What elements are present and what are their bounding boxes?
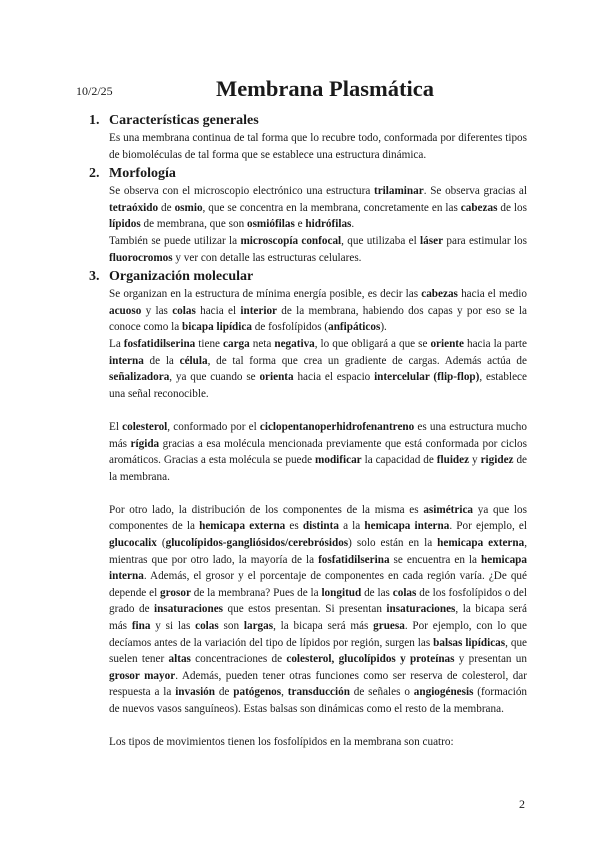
bold-term: anfipáticos xyxy=(328,321,381,334)
bold-term: láser xyxy=(420,234,444,247)
bold-term: fluorocromos xyxy=(109,251,173,264)
paragraph: La fosfatidilserina tiene carga neta negativa, lo que obligará a que se oriente hacia la parte interna de la célula, de tal forma que crea un gradiente de cargas. Además actúa de señalizadora, ya que cuando se orienta hacia el espacio intercelular (flip-flop), establece una señal reconocible. xyxy=(109,337,528,400)
bold-term: colas xyxy=(392,586,417,599)
bold-term: gruesa xyxy=(373,620,405,633)
bold-term: hemicapa interna xyxy=(364,520,450,533)
bold-term: fosfatidilserina xyxy=(123,337,196,350)
bold-term: grosor mayor xyxy=(109,669,176,682)
bold-term: invasión xyxy=(175,686,215,699)
bold-term: altas xyxy=(168,653,191,666)
bold-term: negativa xyxy=(274,337,315,350)
bold-term: insaturaciones xyxy=(154,603,224,616)
bold-term: tetraóxido xyxy=(109,201,159,214)
bold-term: distinta xyxy=(302,520,339,533)
bold-term: célula xyxy=(179,354,208,367)
bold-term: patógenos xyxy=(233,686,282,699)
bold-term: lípidos xyxy=(109,218,141,231)
section-heading xyxy=(90,268,527,285)
paragraph-gap xyxy=(90,485,527,502)
bold-term: fluidez xyxy=(436,454,470,467)
section-heading xyxy=(90,165,527,182)
bold-term: hemicapa interna xyxy=(109,553,527,583)
section-number: 1. xyxy=(89,113,100,128)
bold-term: hemicapa externa xyxy=(199,520,286,533)
document-title: Membrana Plasmática xyxy=(215,76,435,101)
bold-term: grosor xyxy=(160,586,191,599)
bold-term: angiogénesis xyxy=(413,686,474,699)
bold-term: microscopía confocal xyxy=(240,234,342,247)
bold-term: oriente xyxy=(430,337,464,350)
paragraph-gap xyxy=(90,718,527,735)
bold-term: orienta xyxy=(259,371,294,384)
bold-term: asimétrica xyxy=(423,503,474,516)
section-title: Características generales xyxy=(109,113,259,128)
bold-term: glucocalix xyxy=(109,537,157,550)
paragraph-gap xyxy=(90,402,527,419)
bold-term: longitud xyxy=(321,586,362,599)
paragraph: Los tipos de movimientos tienen los fosfolípidos en la membrana son cuatro: xyxy=(109,736,454,749)
bold-term: acuoso xyxy=(109,304,142,317)
bold-term: colas xyxy=(195,620,219,633)
bold-term: cabezas xyxy=(460,201,498,214)
bold-term: insaturaciones xyxy=(386,603,456,616)
bold-term: largas xyxy=(243,620,274,633)
bold-term: cabezas xyxy=(421,288,458,301)
bold-term: interna xyxy=(109,354,144,367)
bold-term: ciclopentanoperhidrofenantreno xyxy=(259,420,415,433)
section-number: 3. xyxy=(89,269,100,285)
bold-term: rígida xyxy=(130,437,160,450)
bold-term: trilaminar xyxy=(373,185,424,198)
bold-term: osmio xyxy=(174,201,203,214)
bold-term: fina xyxy=(131,620,151,633)
section-title: Organización molecular xyxy=(109,269,254,285)
bold-term: hidrófilas xyxy=(305,218,352,231)
bold-term: intercelular (flip-flop) xyxy=(374,371,480,384)
bold-term: balsas lipídicas xyxy=(433,636,506,649)
bold-term: colesterol, glucolípidos y proteínas xyxy=(286,653,455,666)
bold-term: transducción xyxy=(287,686,350,699)
document-body xyxy=(90,110,527,751)
bold-term: señalizadora xyxy=(109,371,170,384)
paragraph: Se observa con el microscopio electrónico una estructura trilaminar. Se observa gracias al tetraóxido de osmio, que se concentra en la membrana, concretamente en las cabezas de los lípidos de membrana, que son osmiófilas e hidrófilas. xyxy=(109,185,527,231)
bold-term: glucolípidos-gangliósidos/cerebrósidos xyxy=(165,537,349,550)
paragraph: El colesterol, conformado por el ciclopentanoperhidrofenantreno es una estructura mucho más rígida gracias a esa molécula mencionada previamente que está conformada por ciclos aromáticos. Gracias a esta molécula se puede modificar la capacidad de fluidez y rigidez de la membrana. xyxy=(109,420,528,483)
paragraph: Por otro lado, la distribución de los componentes de la misma es asimétrica ya que los componentes de la hemicapa externa es distinta a la hemicapa interna. Por ejemplo, el glucocalix (glucolípidos-gangliósidos/cerebrósidos) solo están en la hemicapa externa, mientras que por otro lado, la mayoría de la fosfatidilserina se encuentra en la hemicapa interna. Además, el grosor y el porcentaje de componentes en cada región varía. ¿De qué depende el grosor de la membrana? Pues de la longitud de las colas de los fosfolípidos o del grado de insaturaciones que estos presentan. Si presentan insaturaciones, la bicapa será más fina y si las colas son largas, la bicapa será más gruesa. Por ejemplo, con lo que decíamos antes de la variación del tipo de lípidos por región, surgen las balsas lipídicas, que suelen tener altas concentraciones de colesterol, glucolípidos y proteínas y presentan un grosor mayor. Además, pueden tener otras funciones como ser reserva de colesterol, dar respuesta a la invasión de patógenos, transducción de señales o angiogénesis (formación de nuevos vasos sanguíneos). Estas balsas son dinámicas como el resto de la membrana. xyxy=(109,503,528,715)
bold-term: interior xyxy=(240,304,278,317)
section-title: Morfología xyxy=(109,166,176,182)
bold-term: colas xyxy=(172,304,196,317)
bold-term: hemicapa externa xyxy=(437,537,525,550)
section-number: 2. xyxy=(89,166,100,182)
bold-term: bicapa lipídica xyxy=(182,321,252,334)
section-heading xyxy=(90,112,527,129)
bold-term: modificar xyxy=(315,454,362,467)
paragraph: Se organizan en la estructura de mínima energía posible, es decir las cabezas hacia el medio acuoso y las colas hacia el interior de la membrana, habiendo dos capas y por eso se la conoce como la bicapa lipídica de fosfolípidos (anfipáticos). xyxy=(109,288,527,334)
bold-term: rigidez xyxy=(480,454,514,467)
paragraph: También se puede utilizar la microscopía confocal, que utilizaba el láser para estimular los fluorocromos y ver con detalle las estructuras celulares. xyxy=(109,234,527,264)
bold-term: fosfatidilserina xyxy=(318,553,390,566)
paragraph: Es una membrana continua de tal forma que lo recubre todo, conformada por diferentes tipos de biomoléculas de tal forma que se establece una estructura dinámica. xyxy=(109,132,527,161)
page-number: 2 xyxy=(519,797,525,811)
bold-term: carga xyxy=(223,337,250,350)
document-date: 10/2/25 xyxy=(76,84,113,98)
bold-term: osmiófilas xyxy=(246,218,295,231)
bold-term: colesterol xyxy=(122,420,168,433)
